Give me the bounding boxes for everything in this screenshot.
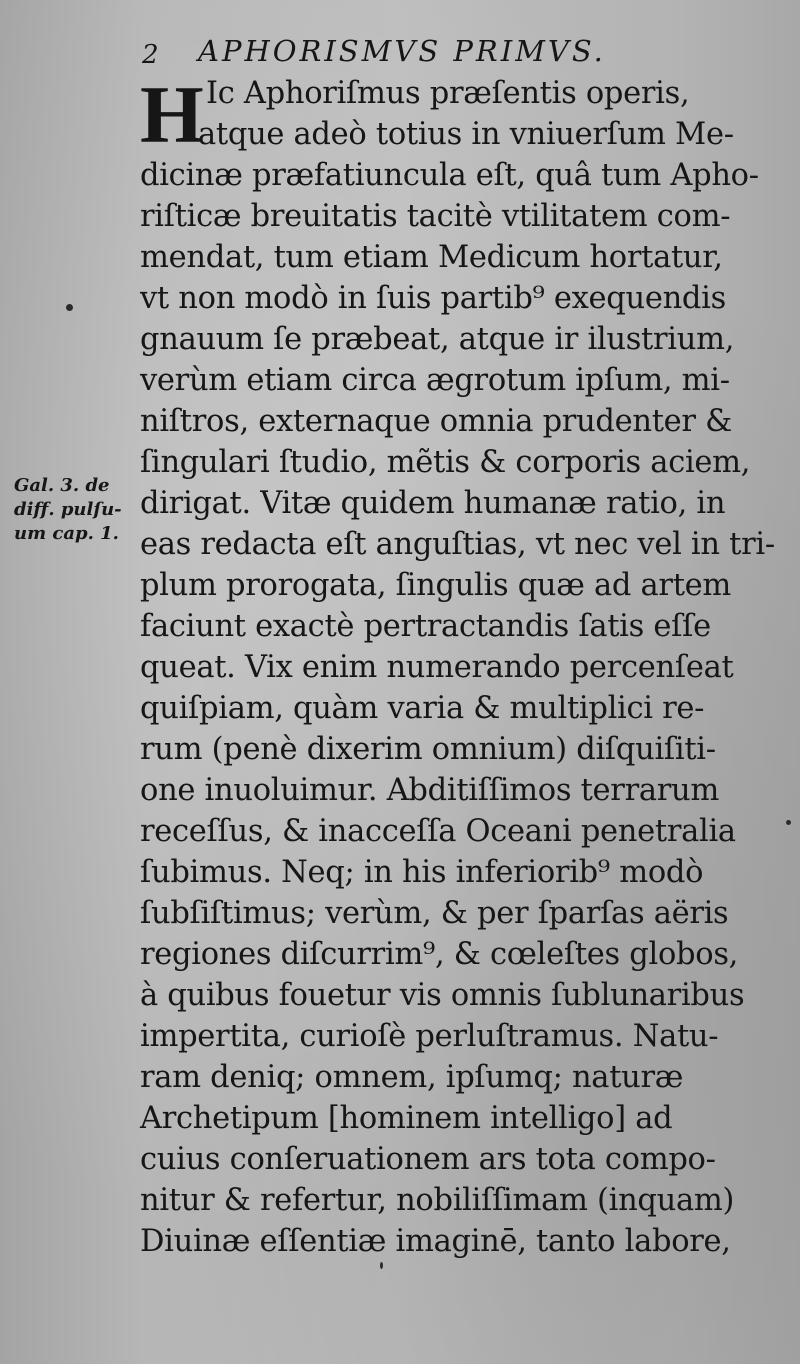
text-line: impertita, curioſè perluſtramus. Natu-	[140, 1019, 719, 1054]
text-line: dirigat. Vitæ quidem humanæ ratio, in	[140, 486, 726, 521]
text-line: receſſus, & inacceſſa Oceani penetralia	[140, 814, 736, 849]
text-line: dicinæ præfatiuncula eſt, quâ tum Apho-	[140, 158, 759, 193]
text-line: ſingulari ſtudio, mẽtis & corporis aciem,	[140, 445, 751, 480]
text-line: queat. Vix enim numerando percenſeat	[140, 650, 734, 685]
text-line: faciunt exactè pertractandis ſatis eſſe	[140, 609, 711, 644]
text-line: mendat, tum etiam Medicum hortatur,	[140, 240, 723, 275]
page-number: 2	[142, 40, 159, 70]
text-line: gnauum ſe præbeat, atque ir ilustrium,	[140, 322, 735, 357]
running-head: APHORISMVS PRIMVS.	[198, 34, 606, 68]
text-line: ram deniq; omnem, ipſumq; naturæ	[140, 1060, 684, 1095]
text-line: plum prorogata, ſingulis quæ ad artem	[140, 568, 732, 603]
text-line: ſubſiſtimus; verùm, & per ſparſas aëris	[140, 896, 729, 931]
text-line: Ic Aphoriſmus præſentis operis,	[206, 76, 690, 111]
text-line: one inuoluimur. Abditiſſimos terrarum	[140, 773, 719, 808]
text-line: quiſpiam, quàm varia & multiplici re-	[140, 691, 705, 726]
margin-note-line: diff. pulſu-	[14, 499, 122, 520]
text-line: rum (penè dixerim omnium) diſquiſiti-	[140, 732, 716, 767]
text-line: atque adeò totius in vniuerſum Me-	[198, 117, 734, 152]
ink-speck	[380, 1262, 383, 1269]
ink-speck	[786, 820, 791, 825]
text-line: Archetipum [hominem intelligo] ad	[140, 1101, 673, 1136]
text-line: regiones diſcurrim⁹, & cœleſtes globos,	[140, 937, 739, 972]
text-line: verùm etiam circa ægrotum ipſum, mi-	[140, 363, 730, 398]
margin-note	[14, 474, 132, 546]
margin-note-line: Gal. 3. de	[14, 475, 110, 496]
text-line: cuius conſeruationem ars tota compo-	[140, 1142, 716, 1177]
drop-cap: H	[140, 69, 204, 160]
text-line: à quibus fouetur vis omnis ſublunaribus	[140, 978, 745, 1013]
ink-speck	[66, 304, 73, 311]
text-line: riſticæ breuitatis tacitè vtilitatem com-	[140, 199, 731, 234]
text-line: ſubimus. Neq; in his inferiorib⁹ modò	[140, 855, 704, 890]
text-line: nitur & refertur, nobiliſſimam (inquam)	[140, 1183, 735, 1218]
text-line: niſtros, externaque omnia prudenter &	[140, 404, 732, 439]
text-line: eas redacta eſt anguſtias, vt nec vel in tri-	[140, 527, 775, 562]
margin-note-line: um cap. 1.	[14, 523, 119, 544]
text-line: vt non modò in ſuis partib⁹ exequendis	[140, 281, 726, 316]
text-line: Diuinæ eſſentiæ imaginē, tanto labore,	[140, 1224, 731, 1259]
